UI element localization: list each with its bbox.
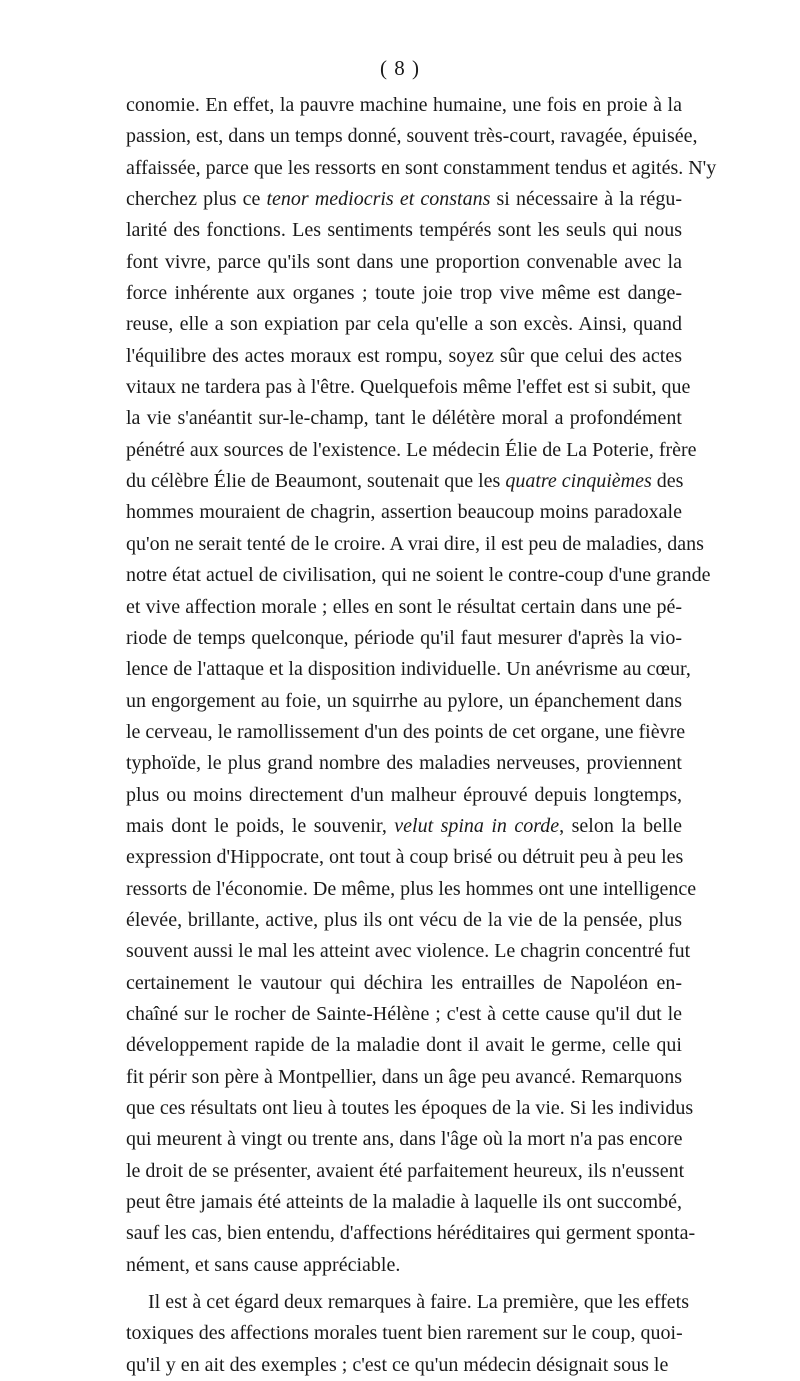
- text-line: chaîné sur le rocher de Sainte-Hélène ; c'est à cette cause qu'il dut le: [126, 1002, 682, 1025]
- text-line: pénétré aux sources de l'existence. Le médecin Élie de La Poterie, frère: [126, 438, 697, 461]
- text-line: et vive affection morale ; elles en sont le résultat certain dans une pé-: [126, 595, 682, 618]
- text-line: qu'on ne serait tenté de le croire. A vrai dire, il est peu de maladies, dans: [126, 532, 704, 555]
- body-text: [126, 90, 717, 1381]
- text-line: mais dont le poids, le souvenir, velut spina in corde, selon la belle: [126, 814, 682, 837]
- text-line: riode de temps quelconque, période qu'il faut mesurer d'après la vio-: [126, 626, 682, 649]
- text-line: fit périr son père à Montpellier, dans un âge peu avancé. Remarquons: [126, 1065, 682, 1088]
- text-line: peut être jamais été atteints de la maladie à laquelle ils ont succombé,: [126, 1191, 682, 1214]
- text-line: affaissée, parce que les ressorts en sont constamment tendus et agités. N'y: [126, 156, 717, 179]
- text-line: font vivre, parce qu'ils sont dans une proportion convenable avec la: [126, 250, 682, 273]
- text-line: la vie s'anéantit sur-le-champ, tant le délétère moral a profondément: [126, 407, 682, 430]
- text-line: reuse, elle a son expiation par cela qu'elle a son excès. Ainsi, quand: [126, 313, 682, 336]
- text-line: notre état actuel de civilisation, qui ne soient le contre-coup d'une grande: [126, 564, 711, 587]
- text-line: qui meurent à vingt ou trente ans, dans l'âge où la mort n'a pas encore: [126, 1128, 683, 1151]
- italic-phrase: tenor mediocris et constans: [266, 188, 491, 211]
- text-line: du célèbre Élie de Beaumont, soutenait que les quatre cinquièmes des: [126, 470, 684, 493]
- text-line: nément, et sans cause appréciable.: [126, 1253, 401, 1276]
- text-line: cherchez plus ce tenor mediocris et constans si nécessaire à la régu-: [126, 188, 683, 211]
- text-line: élevée, brillante, active, plus ils ont vécu de la vie de la pensée, plus: [126, 908, 682, 931]
- italic-phrase: velut spina in corde: [394, 814, 560, 837]
- text-line: force inhérente aux organes ; toute joie trop vive même est dange-: [126, 282, 682, 305]
- text-line: ressorts de l'économie. De même, plus les hommes ont une intelligence: [126, 877, 697, 900]
- text-line: l'équilibre des actes moraux est rompu, soyez sûr que celui des actes: [126, 344, 682, 367]
- text-line: toxiques des affections morales tuent bien rarement sur le coup, quoi-: [126, 1322, 683, 1345]
- text-line: Il est à cet égard deux remarques à faire. La première, que les effets: [148, 1291, 690, 1314]
- page-number: ( 8 ): [380, 56, 420, 80]
- text-line: certainement le vautour qui déchira les entrailles de Napoléon en-: [126, 971, 682, 994]
- text-line: lence de l'attaque et la disposition individuelle. Un anévrisme au cœur,: [126, 658, 691, 681]
- text-line: passion, est, dans un temps donné, souvent très-court, ravagée, épuisée,: [126, 125, 698, 148]
- text-line: conomie. En effet, la pauvre machine humaine, une fois en proie à la: [126, 94, 682, 116]
- text-line: le cerveau, le ramollissement d'un des points de cet organe, une fièvre: [126, 720, 686, 743]
- text-line: typhoïde, le plus grand nombre des maladies nerveuses, proviennent: [126, 752, 682, 775]
- text-line: vitaux ne tardera pas à l'être. Quelquefois même l'effet est si subit, que: [126, 376, 691, 399]
- text-line: que ces résultats ont lieu à toutes les époques de la vie. Si les individus: [126, 1097, 694, 1119]
- text-line: le droit de se présenter, avaient été parfaitement heureux, ils n'eussent: [126, 1159, 685, 1182]
- text-line: développement rapide de la maladie dont il avait le germe, celle qui: [126, 1034, 682, 1057]
- text-line: hommes mouraient de chagrin, assertion beaucoup moins paradoxale: [126, 501, 682, 524]
- text-line: qu'il y en ait des exemples ; c'est ce qu'un médecin désignait sous le: [126, 1353, 669, 1376]
- text-line: larité des fonctions. Les sentiments tempérés sont les seuls qui nous: [126, 219, 682, 242]
- text-line: un engorgement au foie, un squirrhe au pylore, un épanchement dans: [126, 689, 682, 712]
- text-line: plus ou moins directement d'un malheur éprouvé depuis longtemps,: [126, 783, 682, 806]
- italic-phrase: quatre cinquièmes: [505, 470, 652, 493]
- text-line: sauf les cas, bien entendu, d'affections héréditaires qui germent sponta-: [126, 1222, 696, 1245]
- text-line: souvent aussi le mal les atteint avec violence. Le chagrin concentré fut: [126, 940, 691, 963]
- text-line: expression d'Hippocrate, ont tout à coup brisé ou détruit peu à peu les: [126, 846, 684, 869]
